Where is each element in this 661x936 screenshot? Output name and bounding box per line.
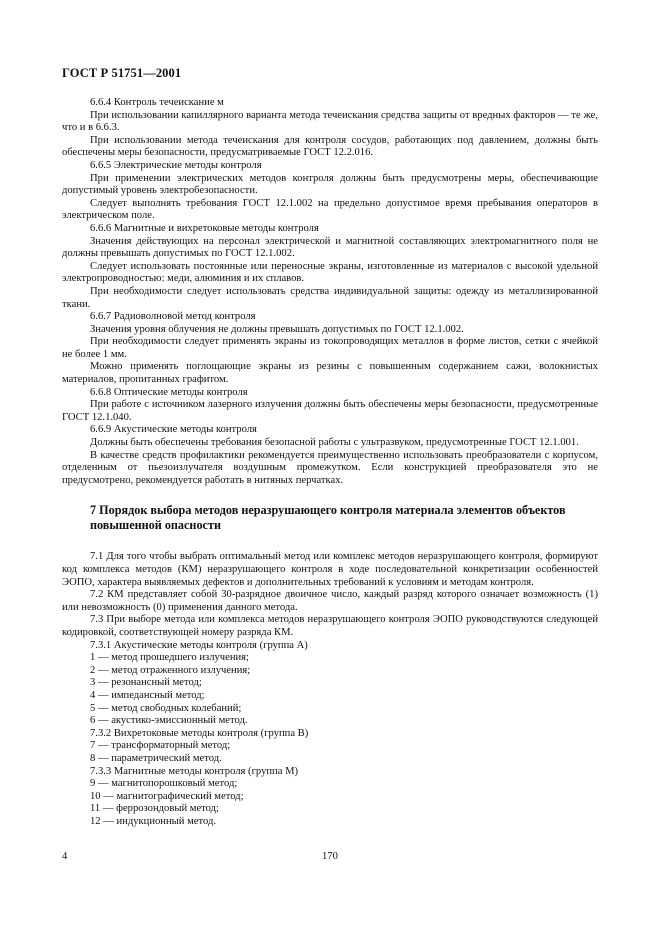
document-header: ГОСТ Р 51751—2001 [62,66,182,80]
paragraph: Должны быть обеспечены требования безопасной работы с ультразвуком, предусмотренные ГОСТ 12.1.001. [90,437,579,449]
list-item: 7.3.3 Магнитные методы контроля (группа М) [90,765,299,777]
paragraph: При необходимости следует использовать средства индивидуальной защиты: одежду из металлизированной ткани. [62,285,598,310]
paragraph: При использовании капиллярного варианта метода течеискания средства защиты от вредных факторов — те же, что и в 6.6.3. [62,109,598,134]
list-item: 9 — магнитопорошковый метод; [90,778,238,790]
list-item: 7.3.2 Вихретоковые методы контроля (группа В) [90,727,309,739]
paragraph: Значения уровня облучения не должны превышать допустимых по ГОСТ 12.1.002. [90,323,464,335]
list-item: 6 — акустико-эмиссионный метод. [90,715,248,727]
paragraph: 7.3 При выборе метода или комплекса методов неразрушающего контроля ЭОПО руководствуются следующей кодировкой, соответствующей номеру разряда КМ. [62,614,598,638]
paragraph: 7.2 КМ представляет собой 30-разрядное двоичное число, каждый разряд которого означает возможность (1) или невозможность (0) применения данного метода. [62,589,598,613]
paragraph: При применении электрических методов контроля должны быть предусмотрены меры, обеспечивающие допустимый уровень электробезопасности. [62,172,598,197]
subsection-heading: 6.6.6 Магнитные и вихретоковые методы контроля [90,222,319,234]
list-item: 8 — параметрический метод. [90,752,222,764]
list-item: 11 — феррозондовый метод; [90,803,219,815]
subsection-heading: 6.6.4 Контроль течеискание м [90,97,224,108]
paragraph: Следует выполнять требования ГОСТ 12.1.002 на предельно допустимое время пребывания операторов в электрическом поле. [62,197,598,222]
paragraph: При необходимости следует применять экраны из токопроводящих металлов в форме листов, сетки с ячейкой не более 1 мм. [62,336,598,360]
list-item: 1 — метод прошедшего излучения; [90,652,249,664]
subsection-heading: 6.6.7 Радиоволновой метод контроля [90,311,256,323]
page-body [62,97,598,828]
page-number: 4 [62,851,68,862]
list-item: 4 — импедансный метод; [90,689,205,701]
subsection-heading: 6.6.5 Электрические методы контроля [90,159,262,171]
paragraph: В качестве средств профилактики рекомендуется преимущественно использовать преобразователи с корпусом, отделенным от пьезоизлучателя воздушным промежутком. Если конструкцией преобразователя это не предусмотрено, рекомендуется работать в нитяных перчатках. [62,449,598,486]
paragraph: Значения действующих на персонал электрической и магнитной составляющих электромагнитного поля не должны превышать допустимых по ГОСТ 12.1.002. [62,235,598,260]
list-item: 7.3.1 Акустические методы контроля (группа А) [90,639,308,651]
subsection-heading: 6.6.9 Акустические методы контроля [90,424,257,436]
subsection-heading: 6.6.8 Оптические методы контроля [90,386,248,398]
paragraph: Можно применять поглощающие экраны из резины с повышенным содержанием сажи, волокнистых материалов, пропитанных графитом. [62,361,598,386]
list-item: 12 — индукционный метод. [90,815,216,827]
paragraph: При работе с источником лазерного излучения должны быть обеспечены меры безопасности, предусмотренные ГОСТ 12.1.040. [62,399,598,423]
paragraph: При использовании метода течеискания для контроля сосудов, работающих под давлением, должны быть обеспечены меры безопасности, предусматриваемые ГОСТ 12.2.016. [62,134,598,159]
list-item: 2 — метод отраженного излучения; [90,664,251,676]
paragraph: Следует использовать постоянные или переносные экраны, изготовленные из материалов с высокой удельной электропроводностью: меди, алюминия и их сплавов. [62,260,598,285]
section-7-title: 7 Порядок выбора методов неразрушающего контроля материала элементов объектов повышенной опасности [90,503,566,533]
list-item: 3 — резонансный метод; [90,677,202,689]
list-item: 7 — трансформаторный метод; [90,740,231,752]
list-item: 10 — магнитографический метод; [90,790,244,802]
paragraph: 7.1 Для того чтобы выбрать оптимальный метод или комплекс методов неразрушающего контроля, формируют код комплекса методов (КМ) неразрушающего контроля в ходе последовательной конкретизации особенностей ЭОПО, характера выявляемых дефектов и дополнительных требований к условиям и методам контроля. [62,551,598,588]
list-item: 5 — метод свободных колебаний; [90,702,242,714]
sheet-number: 170 [322,851,338,862]
